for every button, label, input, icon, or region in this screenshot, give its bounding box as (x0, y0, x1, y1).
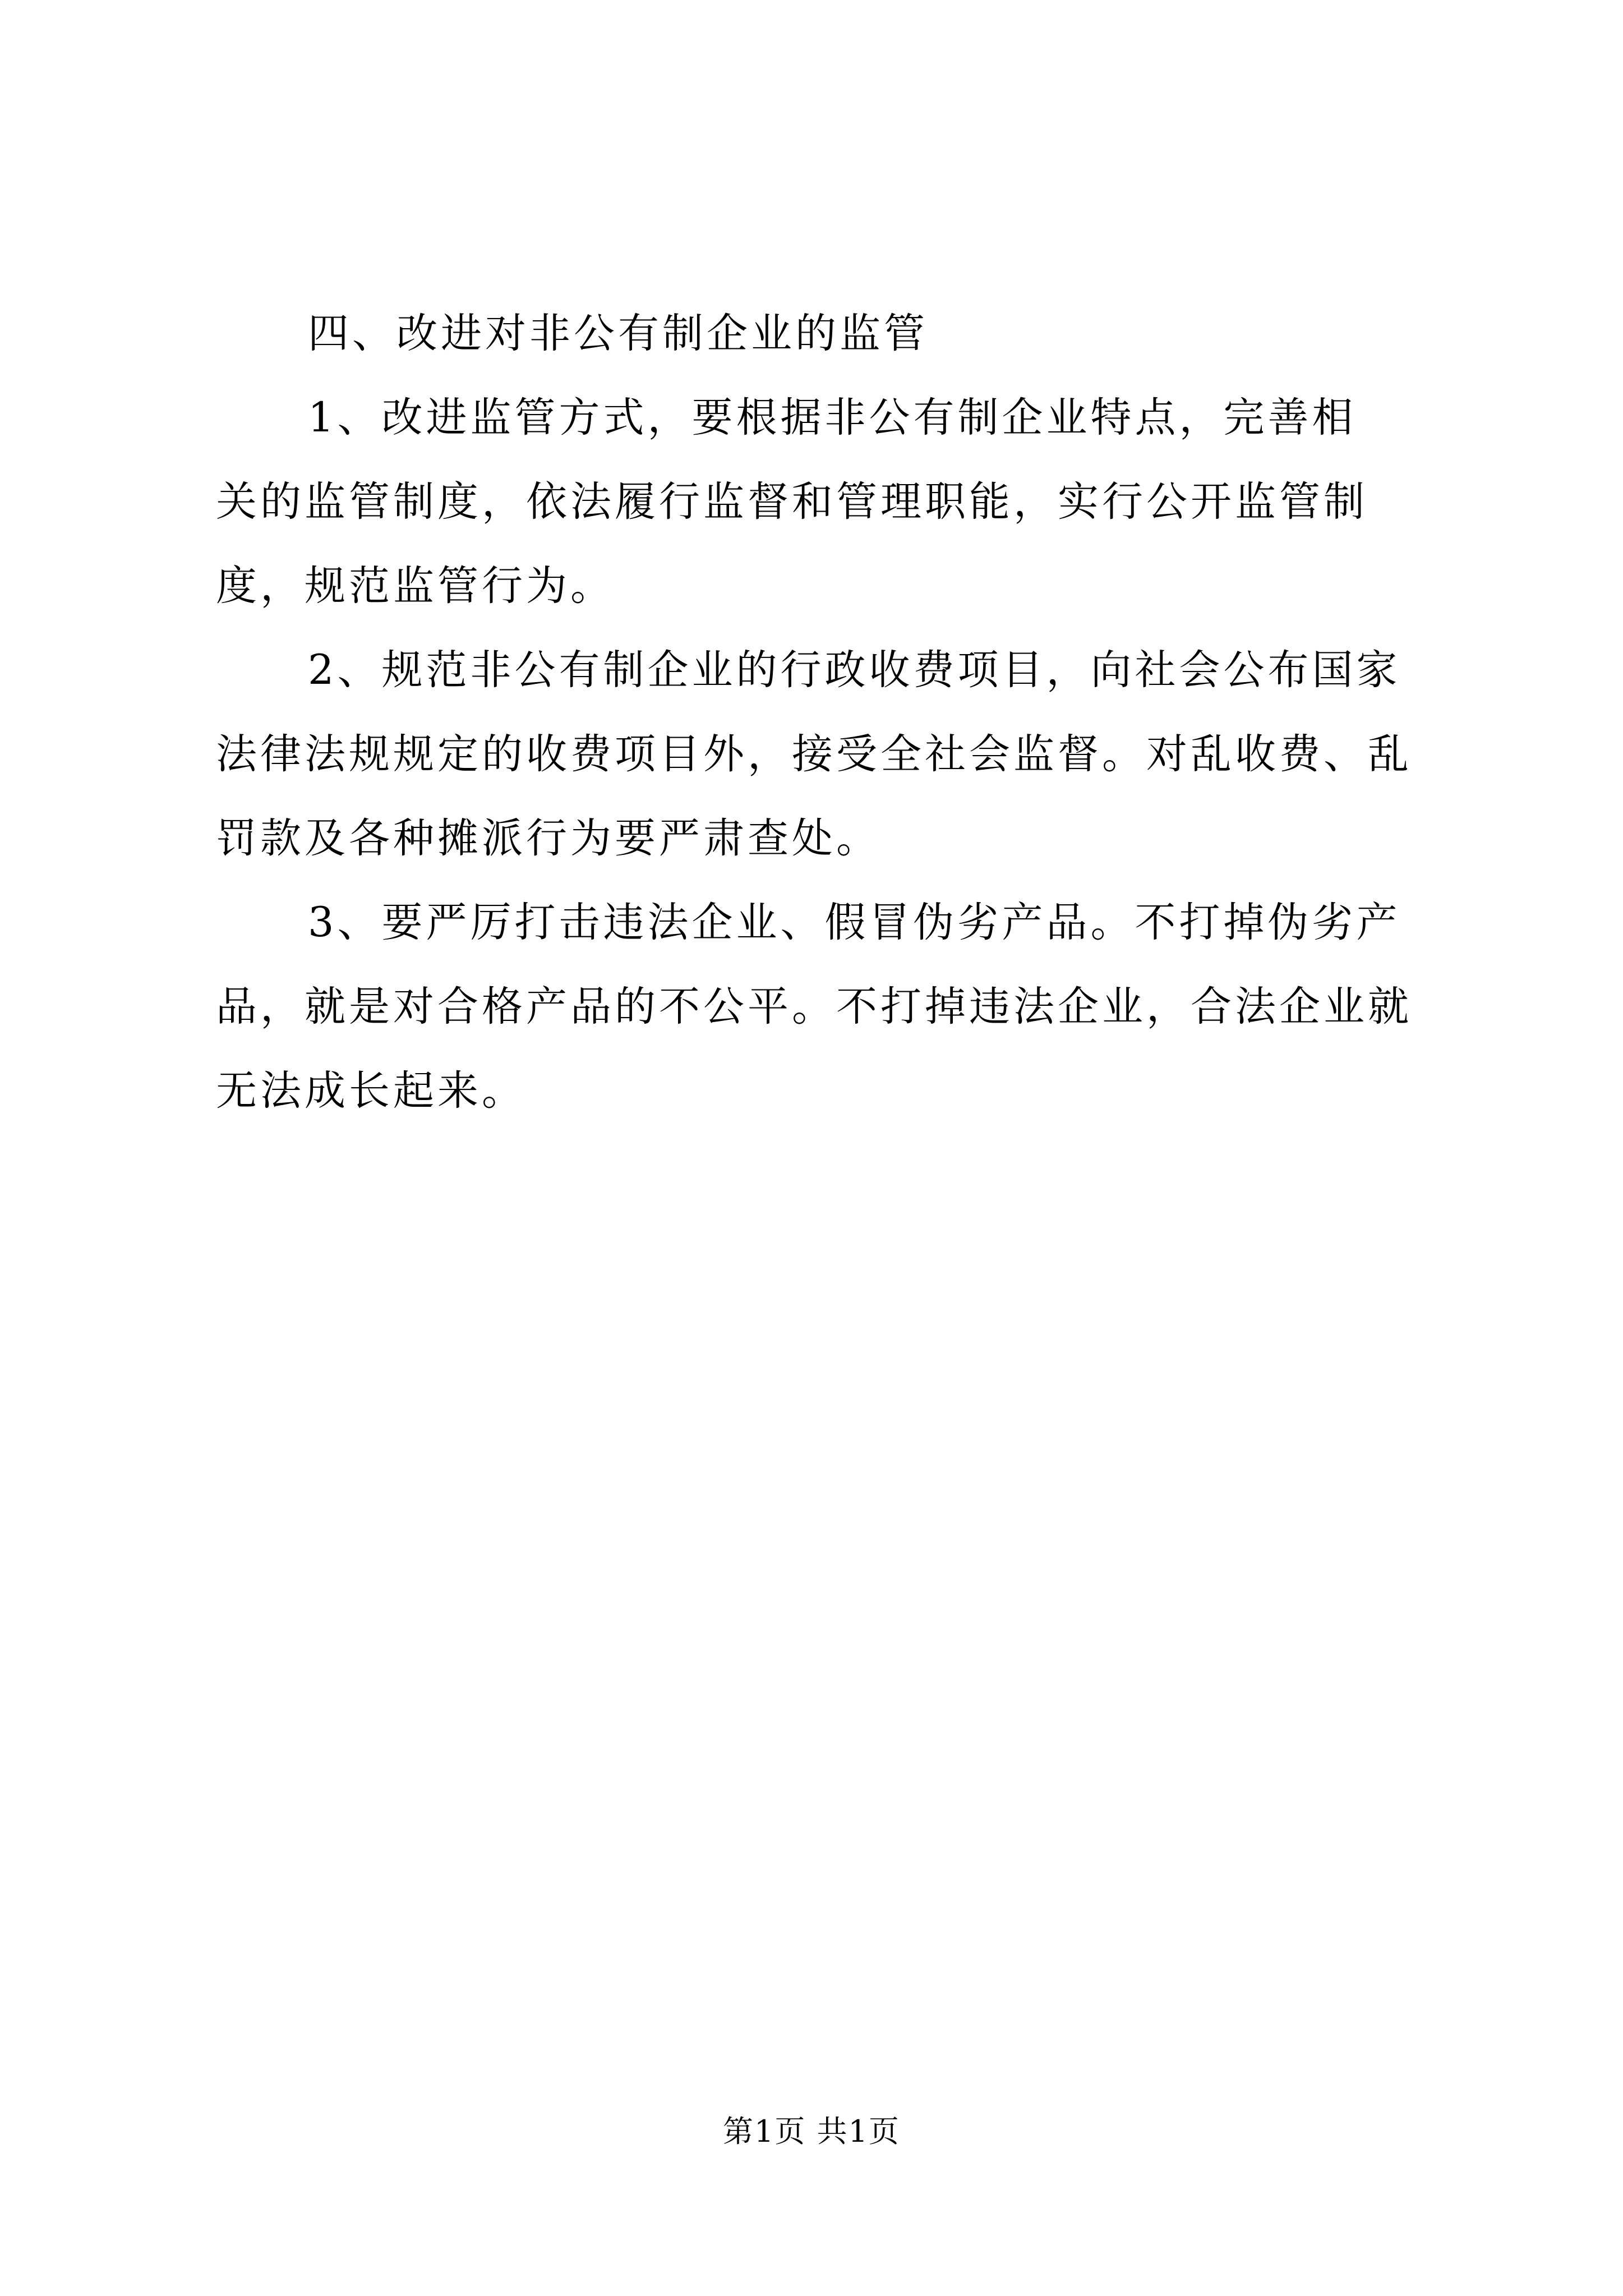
section-heading: 四、改进对非公有制企业的监管 (308, 310, 928, 357)
document-body (216, 292, 1438, 1133)
paragraph-1: 1、改进监管方式，要根据非公有制企业特点，完善相 关的监管制度，依法履行监督和管理职能，实行公开监管制度，规范监管行为。 (216, 394, 1368, 610)
paragraph-3: 3、要严厉打击违法企业、假冒伪劣产品。不打掉伪劣产品，就是对合格产品的不公平。不打掉违法企业，合法企业就无法成长起来。 (216, 899, 1412, 1115)
paragraph-2: 2、规范非公有制企业的行政收费项目，向社会公布国家法律法规规定的收费项目外，接受全社会监督。对乱收费、乱罚款及各种摊派行为要严肃查处。 (216, 646, 1412, 862)
page-footer: 第1页 共1页 (723, 2114, 900, 2149)
